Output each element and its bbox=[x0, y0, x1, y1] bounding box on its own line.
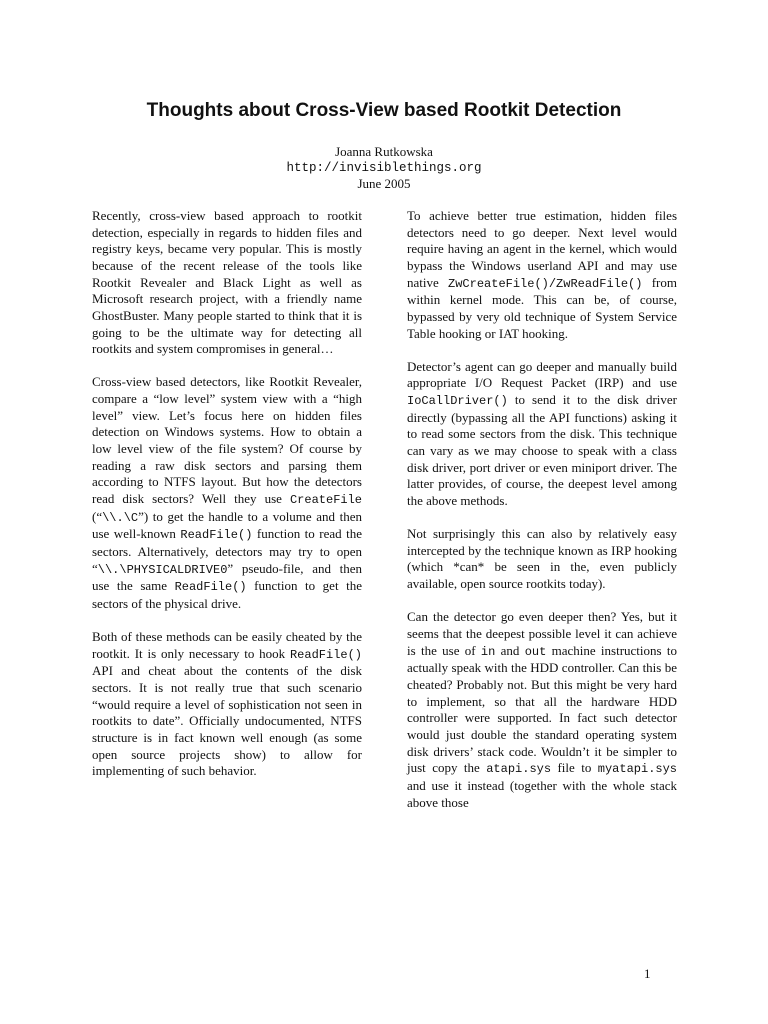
inline-code: myatapi.sys bbox=[597, 762, 677, 777]
inline-code: \\.\C bbox=[102, 510, 139, 525]
paragraph: Can the detector go even deeper then? Yes, but it seems that the deepest possible level it can achieve is the use of in and out machine instructions to actually speak with the HDD controller. Can this be cheated? Probably not. But this might be very hard to implement, so that all the hardware HDD controller were supported. In fact such detector would just double the standard operating system disk drivers’ stack code. Wouldn’t it be simpler to just copy the atapi.sys file to myatapi.sys and use it instead (together with the whole stack above those bbox=[407, 609, 677, 810]
inline-code: CreateFile bbox=[289, 493, 362, 507]
paragraph: Both of these methods can be easily cheated by the rootkit. It is only necessary to hook ReadFile() API and cheat about the contents of the disk sectors. It is not really true that such scenario “would require a level of sophistication not seen in rootkits to date”. Officially undocumented, NTFS structure is in fact known well enough (as some open source projects show) to allow for implementing of such behavior. bbox=[92, 629, 362, 779]
inline-code: out bbox=[524, 644, 547, 659]
paragraph: Not surprisingly this can also by relatively easy intercepted by the technique known as IRP hooking (which *can* be seen in the, even publicly available, open source rootkits today). bbox=[407, 526, 677, 592]
publication-date: June 2005 bbox=[357, 176, 411, 191]
inline-code: atapi.sys bbox=[486, 762, 552, 777]
left-column bbox=[92, 208, 362, 797]
inline-code: \\.\PHYSICALDRIVE0 bbox=[97, 562, 228, 577]
inline-code: ReadFile() bbox=[289, 647, 362, 662]
paragraph: Cross-view based detectors, like Rootkit Revealer, compare a “low level” system view with a “high level” view. Let’s focus here on hidden files detection on Windows systems. How to obtain a low level view of the file system? Of course by reading a raw disk sectors and parsing them according to NTFS layout. But how the detectors read disk sectors? Well they use CreateFile (“\\.\C”) to get the handle to a volume and then use well-known ReadFile() function to read the sectors. Alternatively, detectors may try to open “\\.\PHYSICALDRIVE0” pseudo-file, and then use the same ReadFile() function to get the sectors of the physical drive. bbox=[92, 374, 362, 611]
inline-code: ReadFile() bbox=[174, 580, 247, 595]
inline-code: in bbox=[480, 644, 496, 659]
inline-code: ReadFile() bbox=[180, 528, 253, 543]
inline-code: IoCallDriver() bbox=[407, 394, 508, 409]
inline-code: ZwCreateFile()/ZwReadFile() bbox=[448, 276, 643, 291]
right-column bbox=[407, 208, 677, 828]
author-url: http://invisiblethings.org bbox=[286, 161, 482, 175]
paragraph: To achieve better true estimation, hidden files detectors need to go deeper. Next level would require having an agent in the kernel, which would bypass the Windows userland API and may use native ZwCreateFile()/ZwReadFile() from within kernel mode. This can be, of course, bypassed by very old technique of System Service Table hooking or IAT hooking. bbox=[407, 208, 677, 341]
paragraph: Recently, cross-view based approach to rootkit detection, especially in regards to hidden files and registry keys, became very popular. This is mostly because of the recent release of the tools like Rootkit Revealer and Black Light as well as Microsoft research project, with a friendly name GhostBuster. Many people started to think that it is going to be the ultimate way for detecting all rootkits and system compromises in general… bbox=[92, 208, 362, 357]
document-title: Thoughts about Cross-View based Rootkit Detection bbox=[146, 100, 622, 121]
author-name: Joanna Rutkowska bbox=[335, 144, 433, 159]
paragraph: Detector’s agent can go deeper and manually build appropriate I/O Request Packet (IRP) and use IoCallDriver() to send it to the disk driver directly (bypassing all the API functions) asking it to read some sectors from the disk. This technique can vary as we may choose to speak with a class disk driver, port driver or even miniport driver. The latter provides, of course, the deepest level among the above methods. bbox=[407, 358, 677, 508]
page-number: 1 bbox=[644, 966, 651, 981]
